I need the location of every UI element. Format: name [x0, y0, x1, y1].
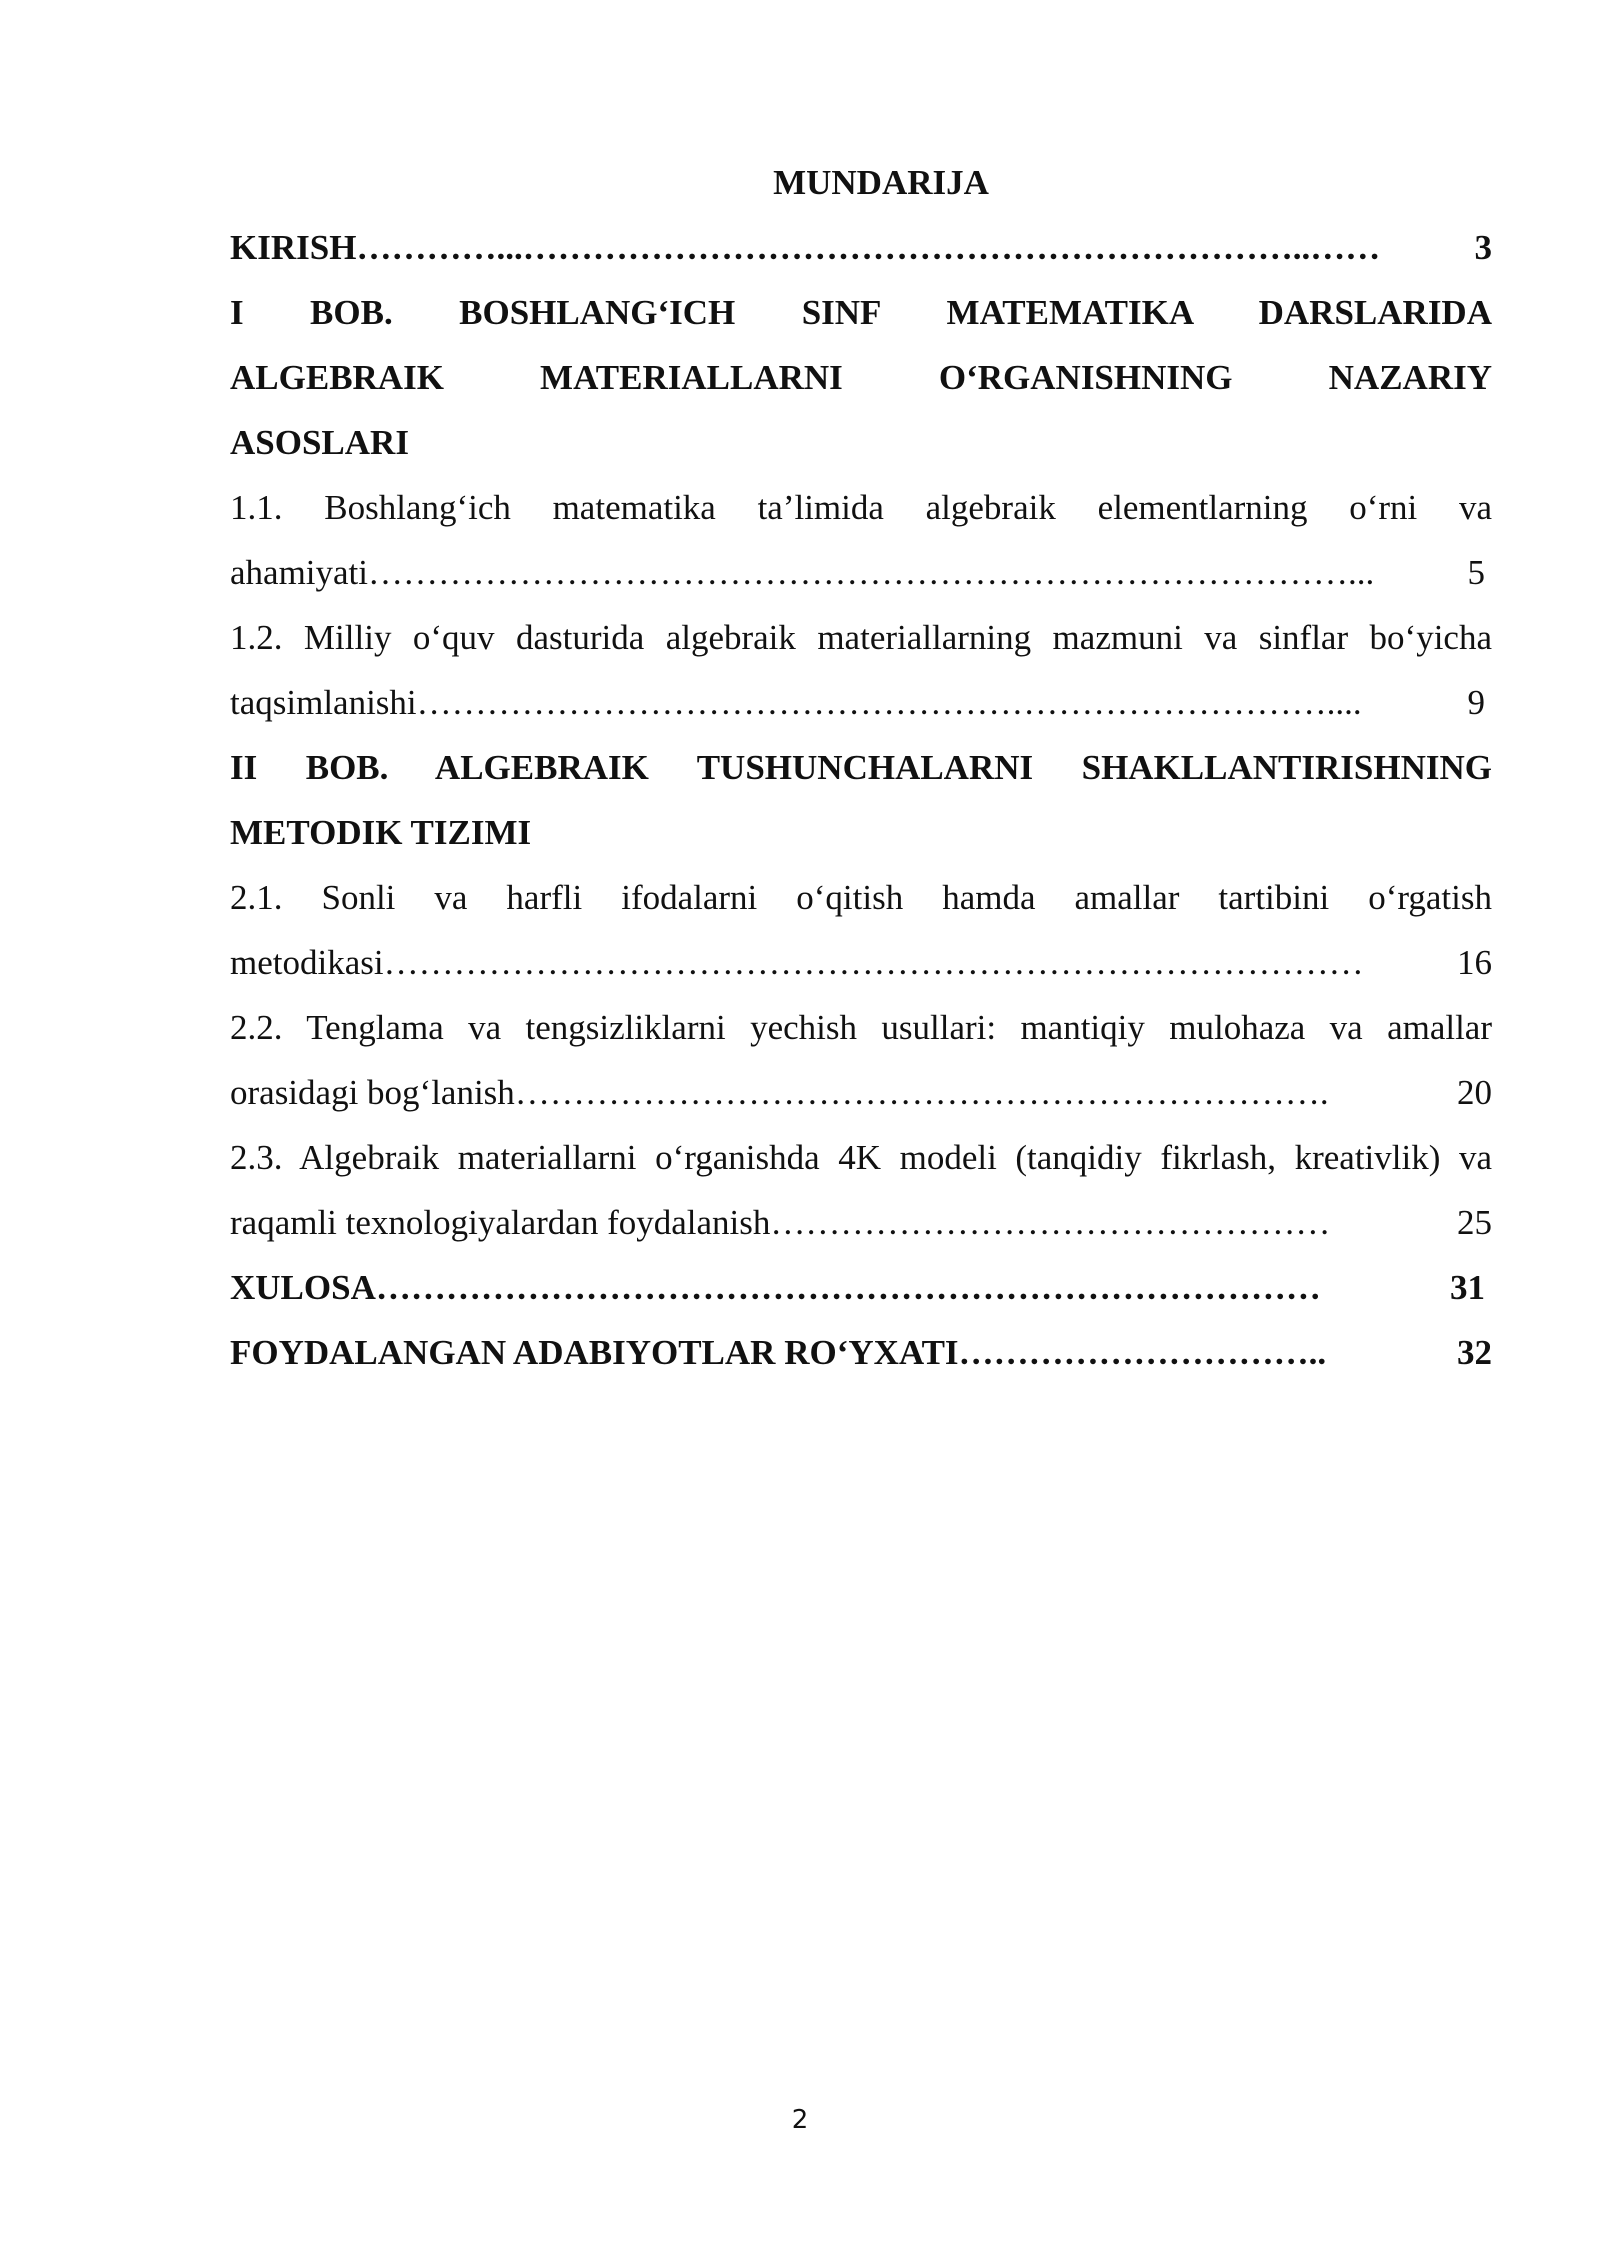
toc-entry-text: orasidagi bog‘lanish [230, 1073, 515, 1112]
toc-leader-dots: ………………………………………………………………………… [383, 943, 1364, 982]
toc-section-1-2-line2 [230, 670, 1485, 735]
toc-section-1-2-line1: 1.2. Milliy o‘quv dasturida algebraik materiallarning mazmuni va sinflar bo‘yicha [230, 618, 1492, 657]
toc-chapter1-line2: ALGEBRAIK MATERIALLARNI O‘RGANISHNING NAZARIY [230, 358, 1492, 397]
toc-page-number: 32 [1457, 1333, 1492, 1372]
toc-page-number: 5 [1467, 553, 1485, 592]
toc-title: MUNDARIJA [773, 163, 989, 202]
toc-page-number: 16 [1457, 943, 1492, 982]
toc-entry-text: taqsimlanishi [230, 683, 417, 722]
toc-page-number: 25 [1457, 1203, 1492, 1242]
toc-section-2-3-line1: 2.3. Algebraik materiallarni o‘rganishda 4K modeli (tanqidiy fikrlash, kreativlik) va [230, 1138, 1492, 1177]
toc-section-2-2-line1: 2.2. Tenglama va tengsizliklarni yechish usullari: mantiqiy mulohaza va amallar [230, 1008, 1492, 1047]
toc-page-number: 31 [1450, 1268, 1485, 1307]
toc-leader-dots: ………………………….. [958, 1333, 1327, 1372]
toc-page-number: 9 [1467, 683, 1485, 722]
toc-chapter1-line3: ASOSLARI [230, 423, 409, 462]
toc-leader-dots: ……………………………………………………………………… [375, 1268, 1321, 1307]
toc-leader-dots: ……………………………………………………………. [514, 1073, 1329, 1112]
toc-leader-dots: ………………………………………… [770, 1203, 1331, 1242]
toc-leader-dots: …………………………………………………………………………... [368, 553, 1375, 592]
toc-entry-adabiyotlar [230, 1320, 1492, 1385]
toc-chapter2-line1: II BOB. ALGEBRAIK TUSHUNCHALARNI SHAKLLANTIRISHNING [230, 748, 1492, 787]
toc-entry-text: FOYDALANGAN ADABIYOTLAR RO‘YXATI [230, 1333, 959, 1372]
table-of-contents [230, 150, 1492, 1385]
toc-section-1-1-line2 [230, 540, 1485, 605]
toc-entry-text: metodikasi [230, 943, 384, 982]
toc-entry-text: raqamli texnologiyalardan foydalanish [230, 1203, 771, 1242]
toc-entry-text: XULOSA [230, 1268, 376, 1307]
toc-chapter1-line1: I BOB. BOSHLANG‘ICH SINF MATEMATIKA DARSLARIDA [230, 293, 1492, 332]
toc-section-1-1-line1: 1.1. Boshlang‘ich matematika ta’limida algebraik elementlarning o‘rni va [230, 488, 1492, 527]
toc-section-2-2-line2 [230, 1060, 1492, 1125]
toc-section-2-1-line2 [230, 930, 1492, 995]
toc-page-number: 3 [1474, 228, 1492, 267]
toc-leader-dots: …………...…………………………………………………………..…… [356, 228, 1381, 267]
page-number: 2 [791, 2105, 809, 2135]
toc-section-2-1-line1: 2.1. Sonli va harfli ifodalarni o‘qitish hamda amallar tartibini o‘rgatish [230, 878, 1492, 917]
toc-leader-dots: …………………………………………………………………….... [416, 683, 1362, 722]
toc-entry-text: ahamiyati [230, 553, 369, 592]
toc-chapter2-line2: METODIK TIZIMI [230, 813, 532, 852]
toc-entry-text: KIRISH [230, 228, 357, 267]
toc-entry-xulosa [230, 1255, 1485, 1320]
toc-section-2-3-line2 [230, 1190, 1492, 1255]
toc-entry-kirish [230, 215, 1492, 280]
toc-page-number: 20 [1457, 1073, 1492, 1112]
